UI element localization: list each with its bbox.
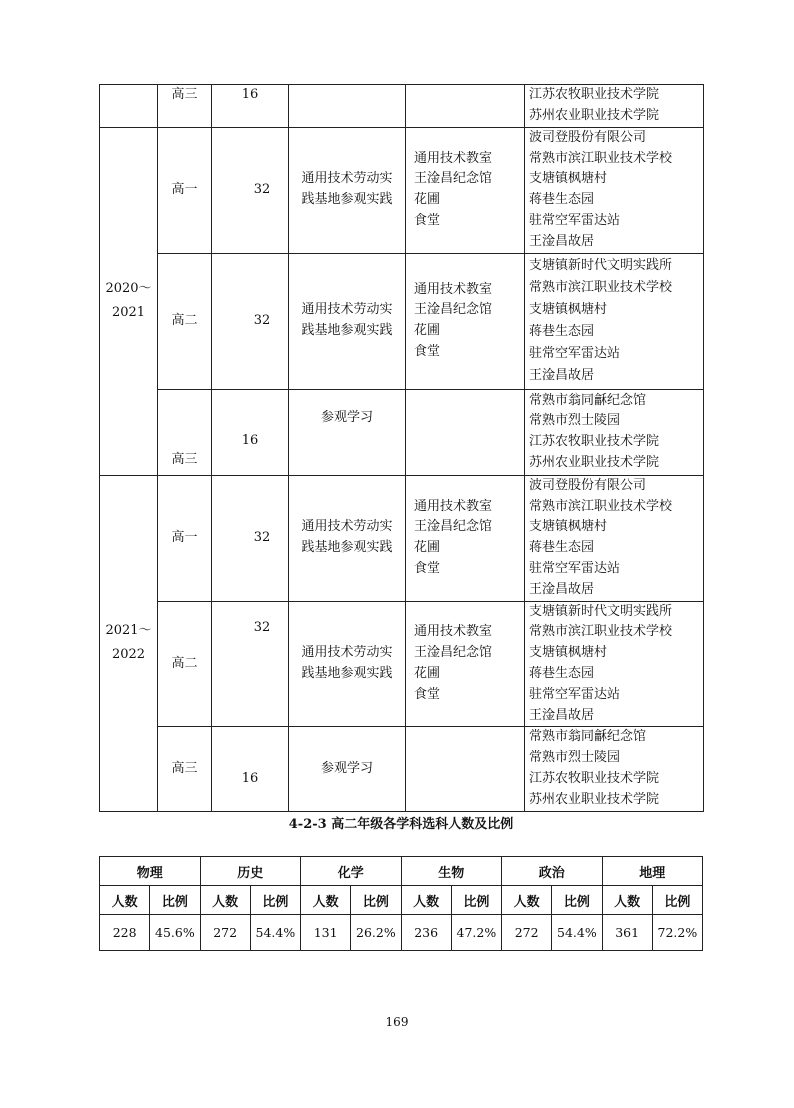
content-cell: 通用技术劳动实 践基地参观实践 — [289, 127, 406, 253]
content-cell: 通用技术劳动实 践基地参观实践 — [289, 601, 406, 727]
table-row — [100, 85, 704, 128]
ratio-header: 比例 — [652, 886, 702, 915]
subject-header: 政治 — [502, 857, 603, 886]
subject-header: 物理 — [100, 857, 201, 886]
table-subheader-row — [100, 886, 703, 915]
year-cell: 2020～ 2021 — [100, 127, 158, 475]
grade-cell: 高三 — [158, 727, 212, 811]
ratio-cell: 72.2% — [652, 915, 702, 951]
grade-cell: 高二 — [158, 601, 212, 727]
hours-cell: 16 — [212, 389, 289, 475]
subject-header: 化学 — [301, 857, 402, 886]
table-caption: 4-2-3 高二年级各学科选科人数及比例 — [288, 817, 514, 832]
table-header-row — [100, 857, 703, 886]
count-cell: 272 — [200, 915, 250, 951]
base-cell: 常熟市翁同龢纪念馆 常熟市烈士陵园 江苏农牧职业技术学院 苏州农业职业技术学院 — [525, 389, 704, 475]
hours-cell: 32 — [212, 475, 289, 601]
ratio-header: 比例 — [250, 886, 300, 915]
count-header: 人数 — [502, 886, 552, 915]
table-row — [100, 475, 704, 601]
table-row — [100, 727, 704, 811]
grade-cell: 高二 — [158, 253, 212, 389]
base-cell: 波司登股份有限公司 常熟市滨江职业技术学校 支塘镇枫塘村 蒋巷生态园 驻常空军雷达站 王淦昌故居 — [525, 127, 704, 253]
content-cell: 通用技术劳动实 践基地参观实践 — [289, 253, 406, 389]
count-header: 人数 — [401, 886, 451, 915]
count-header: 人数 — [100, 886, 150, 915]
ratio-header: 比例 — [451, 886, 501, 915]
grade-cell: 高三 — [158, 85, 212, 128]
location-cell — [406, 85, 525, 128]
location-cell: 通用技术教室 王淦昌纪念馆 花圃 食堂 — [406, 253, 525, 389]
content-cell — [289, 85, 406, 128]
subject-header: 地理 — [602, 857, 703, 886]
base-cell: 波司登股份有限公司 常熟市滨江职业技术学校 支塘镇枫塘村 蒋巷生态园 驻常空军雷达站 王淦昌故居 — [525, 475, 704, 601]
location-cell — [406, 727, 525, 811]
grade-cell: 高一 — [158, 475, 212, 601]
subject-header: 生物 — [401, 857, 502, 886]
grade-cell: 高三 — [158, 389, 212, 475]
base-cell: 支塘镇新时代文明实践所 常熟市滨江职业技术学校 支塘镇枫塘村 蒋巷生态园 驻常空军雷达站 王淦昌故居 — [525, 601, 704, 727]
ratio-cell: 54.4% — [552, 915, 602, 951]
table-row — [100, 601, 704, 727]
base-cell: 江苏农牧职业技术学院 苏州农业职业技术学院 — [525, 85, 704, 128]
table-row — [100, 389, 704, 475]
location-cell: 通用技术教室 王淦昌纪念馆 花圃 食堂 — [406, 475, 525, 601]
ratio-header: 比例 — [351, 886, 401, 915]
count-cell: 361 — [602, 915, 652, 951]
count-cell: 272 — [502, 915, 552, 951]
hours-cell: 32 — [212, 253, 289, 389]
count-header: 人数 — [602, 886, 652, 915]
ratio-cell: 26.2% — [351, 915, 401, 951]
hours-cell: 16 — [212, 85, 289, 128]
table-row — [100, 253, 704, 389]
grade-cell: 高一 — [158, 127, 212, 253]
location-cell: 通用技术教室 王淦昌纪念馆 花圃 食堂 — [406, 127, 525, 253]
ratio-header: 比例 — [150, 886, 200, 915]
subject-header: 历史 — [200, 857, 301, 886]
count-cell: 228 — [100, 915, 150, 951]
base-cell: 常熟市翁同龢纪念馆 常熟市烈士陵园 江苏农牧职业技术学院 苏州农业职业技术学院 — [525, 727, 704, 811]
year-cell — [100, 85, 158, 128]
content-cell: 参观学习 — [289, 727, 406, 811]
hours-cell: 16 — [212, 727, 289, 811]
subject-selection-table — [99, 856, 703, 951]
content-cell: 参观学习 — [289, 389, 406, 475]
location-cell — [406, 389, 525, 475]
ratio-cell: 47.2% — [451, 915, 501, 951]
location-cell: 通用技术教室 王淦昌纪念馆 花圃 食堂 — [406, 601, 525, 727]
table-row — [100, 127, 704, 253]
count-header: 人数 — [200, 886, 250, 915]
page-number: 169 — [385, 1015, 409, 1029]
hours-cell: 32 — [212, 601, 289, 727]
ratio-header: 比例 — [552, 886, 602, 915]
year-cell: 2021～ 2022 — [100, 475, 158, 811]
count-cell: 131 — [301, 915, 351, 951]
count-cell: 236 — [401, 915, 451, 951]
count-header: 人数 — [301, 886, 351, 915]
ratio-cell: 54.4% — [250, 915, 300, 951]
table-row — [100, 915, 703, 951]
base-cell: 支塘镇新时代文明实践所 常熟市滨江职业技术学校 支塘镇枫塘村 蒋巷生态园 驻常空军雷达站 王淦昌故居 — [525, 253, 704, 389]
ratio-cell: 45.6% — [150, 915, 200, 951]
content-cell: 通用技术劳动实 践基地参观实践 — [289, 475, 406, 601]
hours-cell: 32 — [212, 127, 289, 253]
practice-activity-table — [99, 84, 704, 812]
